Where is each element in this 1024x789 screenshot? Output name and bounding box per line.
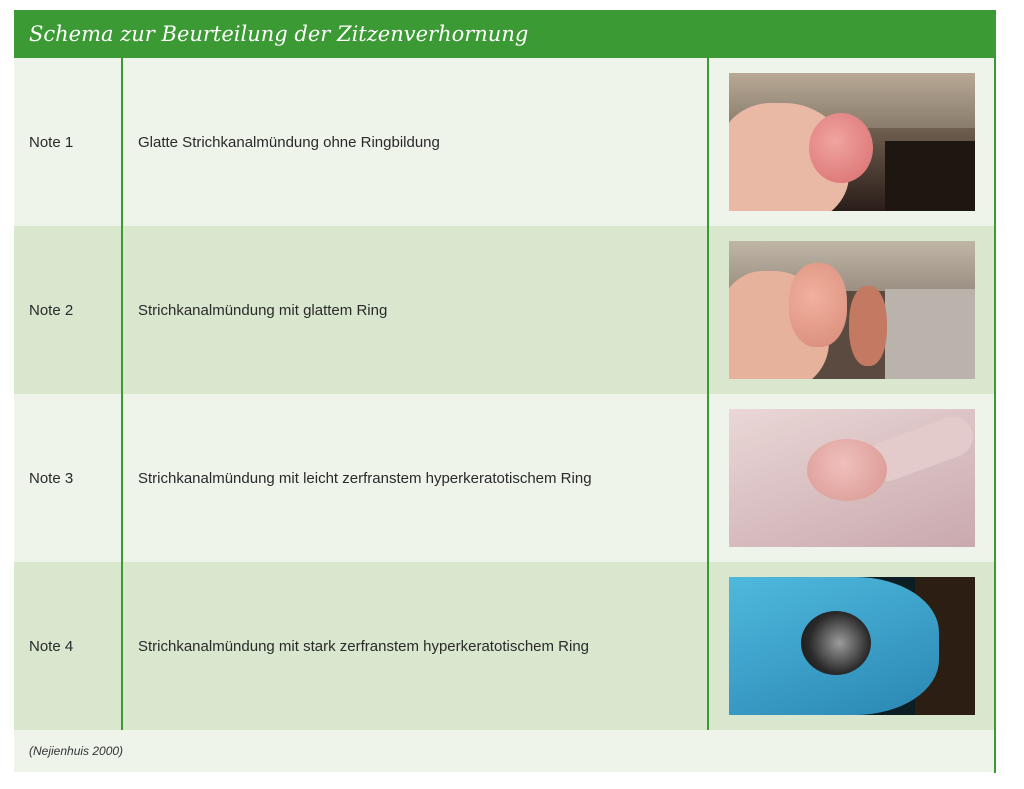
table-row	[14, 58, 994, 226]
table-row	[14, 394, 994, 562]
note-label: Note 2	[14, 226, 123, 394]
note-description: Strichkanalmündung mit leicht zerfranstem hyperkeratotischem Ring	[123, 394, 709, 562]
note-label: Note 3	[14, 394, 123, 562]
photo-cell	[709, 562, 994, 730]
note-description: Glatte Strichkanalmündung ohne Ringbildung	[123, 58, 709, 226]
photo-cell	[709, 58, 994, 226]
table-row	[14, 226, 994, 394]
source-citation: (Nejienhuis 2000)	[14, 730, 994, 772]
teat-photo-score-3	[729, 409, 975, 547]
photo-cell	[709, 394, 994, 562]
note-description: Strichkanalmündung mit glattem Ring	[123, 226, 709, 394]
note-description: Strichkanalmündung mit stark zerfranstem hyperkeratotischem Ring	[123, 562, 709, 730]
photo-cell	[709, 226, 994, 394]
teat-scoring-table	[14, 10, 996, 773]
table-row	[14, 562, 994, 730]
teat-photo-score-2	[729, 241, 975, 379]
teat-photo-score-4	[729, 577, 975, 715]
note-label: Note 4	[14, 562, 123, 730]
teat-photo-score-1	[729, 73, 975, 211]
table-title: Schema zur Beurteilung der Zitzenverhornung	[14, 10, 994, 58]
note-label: Note 1	[14, 58, 123, 226]
